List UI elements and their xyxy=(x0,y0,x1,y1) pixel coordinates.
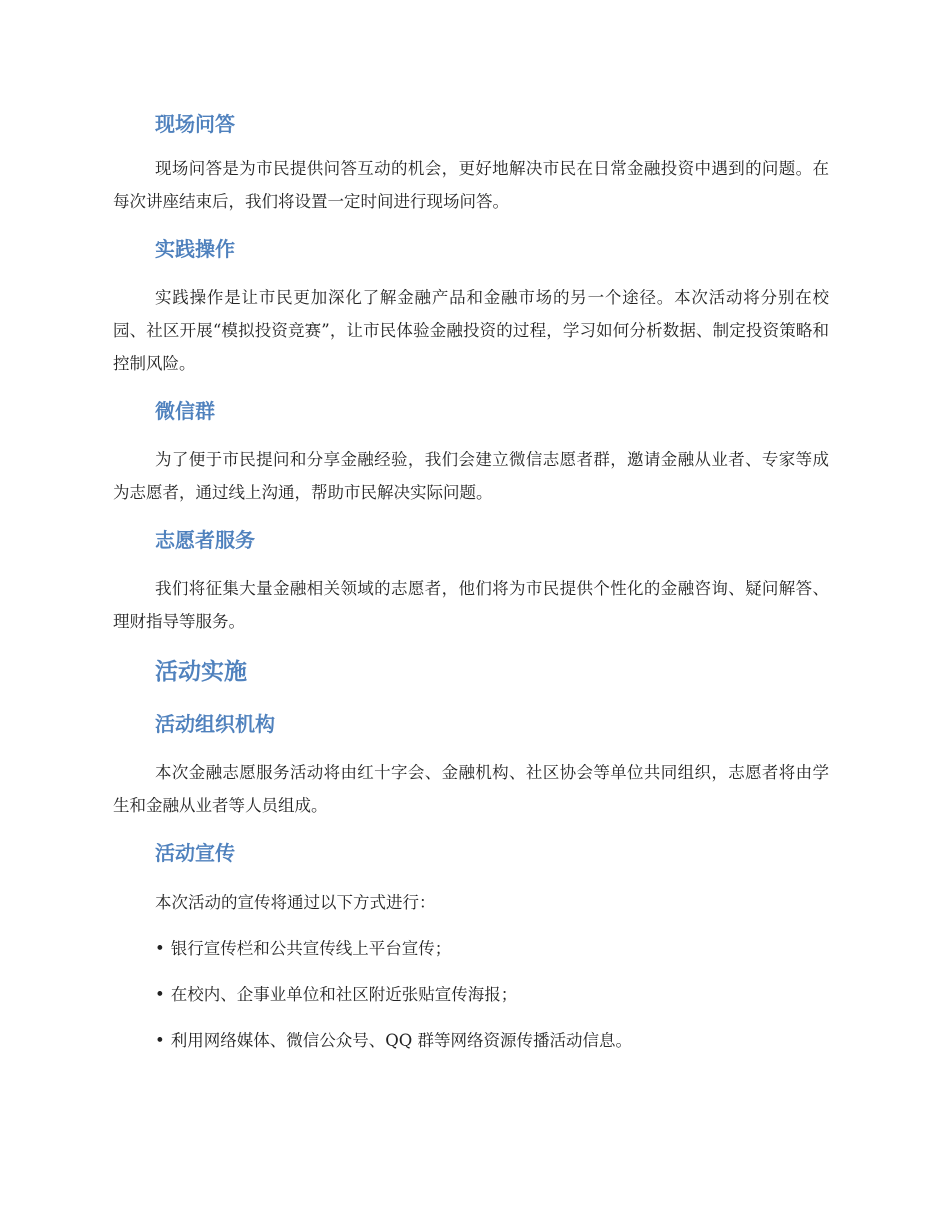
heading-practice: 实践操作 xyxy=(155,237,235,261)
paragraph-volunteer: 我们将征集大量金融相关领域的志愿者，他们将为市民提供个性化的金融咨询、疑问解答、理财指导等服务。 xyxy=(113,579,829,631)
list-item xyxy=(155,932,829,965)
list-item xyxy=(155,978,829,1011)
list-item xyxy=(155,1024,829,1057)
heading-implementation: 活动实施 xyxy=(155,659,247,685)
bullet-icon: • xyxy=(155,985,165,1004)
paragraph-qa: 现场问答是为市民提供问答互动的机会，更好地解决市民在日常金融投资中遇到的问题。在每次讲座结束后，我们将设置一定时间进行现场问答。 xyxy=(113,159,829,211)
bullet-icon: • xyxy=(155,1031,165,1050)
heading-publicity: 活动宣传 xyxy=(155,841,235,865)
document-content xyxy=(113,106,829,1057)
paragraph-organization: 本次金融志愿服务活动将由红十字会、金融机构、社区协会等单位共同组织，志愿者将由学生和金融从业者等人员组成。 xyxy=(113,763,829,815)
bullet-icon: • xyxy=(155,939,165,958)
heading-volunteer: 志愿者服务 xyxy=(155,528,255,552)
paragraph-publicity-intro: 本次活动的宣传将通过以下方式进行： xyxy=(155,893,436,912)
paragraph-practice: 实践操作是让市民更加深化了解金融产品和金融市场的另一个途径。本次活动将分别在校园、社区开展“模拟投资竞赛”，让市民体验金融投资的过程，学习如何分析数据、制定投资策略和控制风险。 xyxy=(113,288,829,373)
list-item-text: 在校内、企事业单位和社区附近张贴宣传海报； xyxy=(170,985,518,1004)
paragraph-wechat: 为了便于市民提问和分享金融经验，我们会建立微信志愿者群，邀请金融从业者、专家等成为志愿者，通过线上沟通，帮助市民解决实际问题。 xyxy=(113,450,829,502)
list-item-text: 利用网络媒体、微信公众号、QQ 群等网络资源传播活动信息。 xyxy=(170,1031,633,1050)
heading-wechat: 微信群 xyxy=(155,399,215,423)
heading-qa: 现场问答 xyxy=(155,112,235,136)
list-item-text: 银行宣传栏和公共宣传线上平台宣传； xyxy=(170,939,452,958)
heading-organization: 活动组织机构 xyxy=(155,712,275,736)
